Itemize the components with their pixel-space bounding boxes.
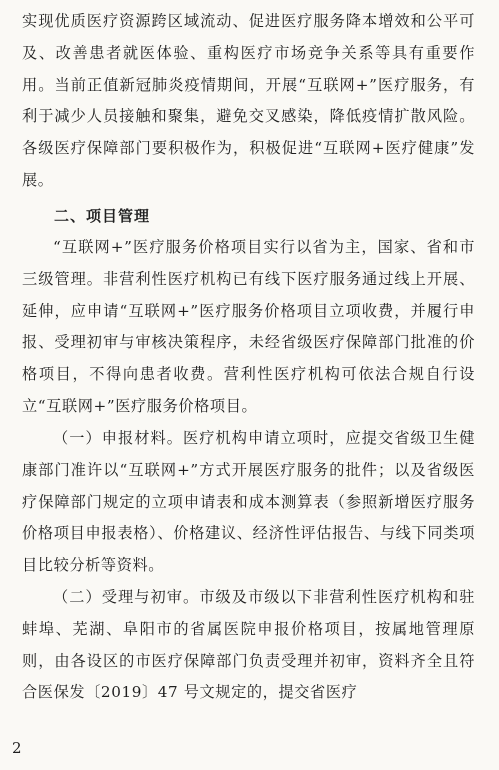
paragraph-application-materials: （一）申报材料。医疗机构申请立项时，应提交省级卫生健康部门准许以“互联网+”方式开展医疗服务的批件；以及省级医疗保障部门规定的立项申请表和成本测算表（参照新增医疗服务价格项目申报表格）、价格建议、经济性评估报告、与线下同类项目比较分析等资料。 xyxy=(22,429,475,575)
paragraph-project-management: “互联网+”医疗服务价格项目实行以省为主，国家、省和市三级管理。非营利性医疗机构已有线下医疗服务通过线上开展、延伸，应申请“互联网+”医疗服务价格项目立项收费，并履行申报、受理初审与审核决策程序，未经省级医疗保障部门批准的价格项目，不得向患者收费。营利性医疗机构可依法合规自行设立“互联网+”医疗服务价格项目。 xyxy=(22,238,475,415)
page-number: 2 xyxy=(12,739,22,757)
section-heading: 二、项目管理 xyxy=(54,207,151,225)
paragraph-acceptance-review: （二）受理与初审。市级及市级以下非营利性医疗机构和驻蚌埠、芜湖、阜阳市的省属医院申报价格项目，按属地管理原则，由各设区的市医疗保障部门负责受理并初审，资料齐全且符合医保发〔2019〕47 号文规定的，提交省医疗 xyxy=(22,588,475,702)
paragraph-intro: 实现优质医疗资源跨区域流动、促进医疗服务降本增效和公平可及、改善患者就医体验、重构医疗市场竞争关系等具有重要作用。当前正值新冠肺炎疫情期间，开展“互联网+”医疗服务，有利于减少人员接触和聚集，避免交叉感染，降低疫情扩散风险。各级医疗保障部门要积极作为，积极促进“互联网+医疗健康”发展。 xyxy=(22,12,475,189)
